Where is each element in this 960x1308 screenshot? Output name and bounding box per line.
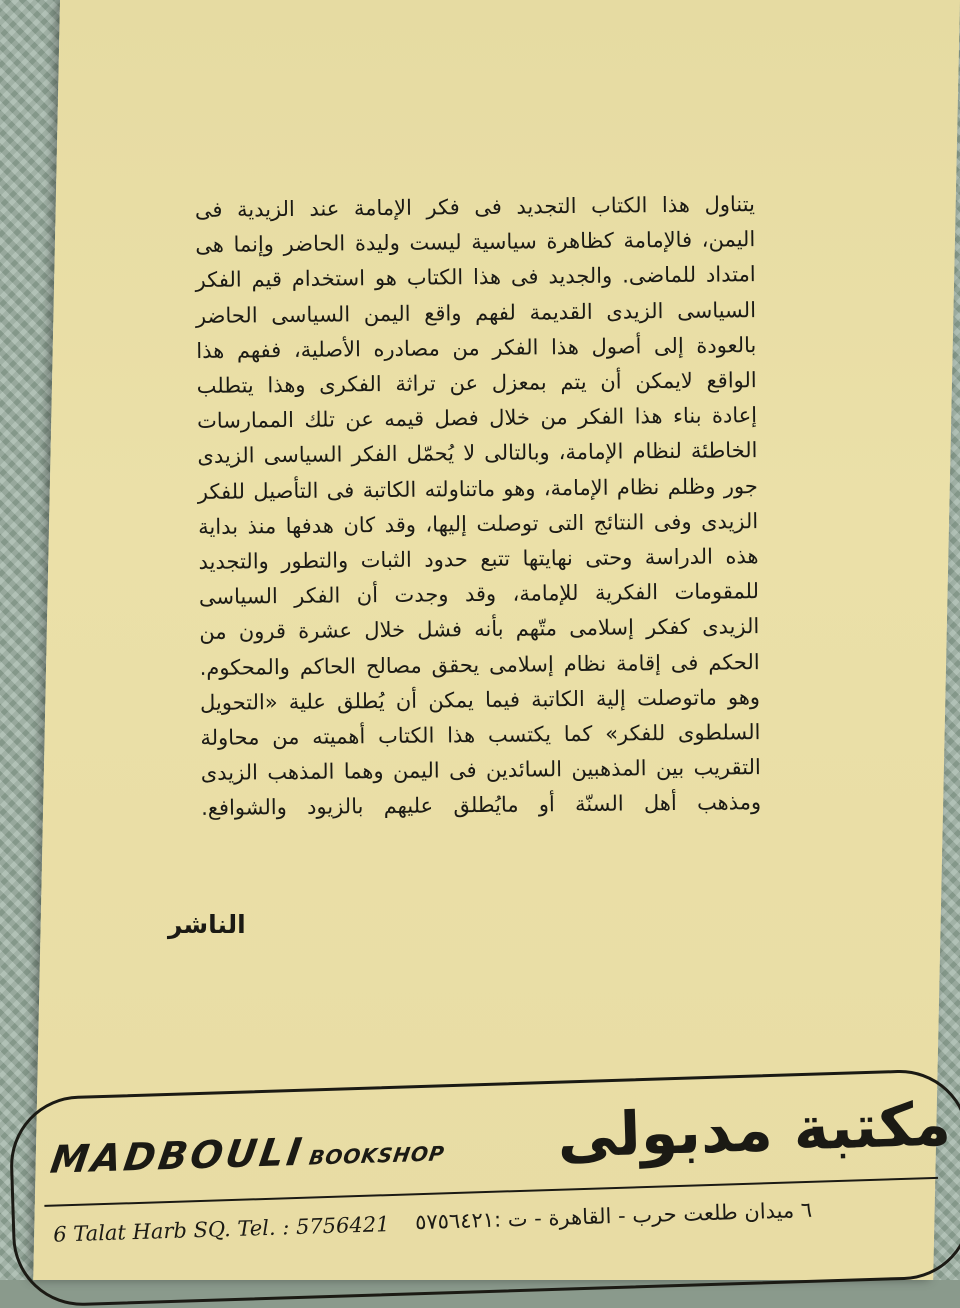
back-cover-blurb: [195, 187, 762, 826]
bookshop-logo: [8, 1068, 960, 1308]
blurb-line: السياسى الزيدى القديمة لفهم واقع اليمن السياسى الحاضر: [195, 297, 757, 328]
blurb-line: التقريب بين المذهبين السائدين فى اليمن وهما المذهب الزيدى: [200, 755, 761, 786]
bookshop-name-arabic: مكتبة مدبولى: [556, 1089, 952, 1172]
blurb-line: يتناول هذا الكتاب التجديد فى فكر الإمامة عند الزيدية فى: [194, 192, 755, 222]
address-arabic: ٦ ميدان طلعت حرب - القاهرة - ت :٥٧٥٦٤٢١: [414, 1197, 813, 1235]
blurb-line: جور وظلم نظام الإمامة، وهو ماتناولته الكاتبة فى التأصيل للفكر: [197, 473, 758, 504]
blurb-line: اليمن، فالإمامة كظاهرة سياسية ليست وليدة الحاضر وإنما هى: [195, 227, 756, 258]
blurb-line: السلطوى للفكر» كما يكتسب هذا الكتاب أهميته من محاولة: [200, 720, 761, 750]
bookshop-name-sub: BOOKSHOP: [307, 1141, 447, 1170]
address-english: 6 Talat Harb SQ. Tel. : 5756421: [52, 1212, 390, 1247]
bookshop-name-main: MADBOULI: [47, 1129, 308, 1182]
blurb-line: ومذهب أهل السنّة أو مايُطلق عليهم بالزيود والشوافع.: [201, 790, 762, 821]
bookshop-name-english: [48, 1125, 449, 1182]
publisher-signature: الناشر: [168, 910, 246, 939]
blurb-line: للمقومات الفكرية للإمامة، وقد وجدت أن الفكر السياسى: [198, 579, 760, 610]
blurb-line: امتداد للماضى. والجديد فى هذا الكتاب هو استخدام قيم الفكر: [195, 262, 756, 293]
blurb-line: الزيدى وفى النتائج التى توصلت إليها، وقد كان هدفها منذ بداية: [198, 508, 759, 539]
blurb-line: إعادة بناء هذا الفكر من خلال فصل قيمه عن تلك الممارسات: [196, 403, 758, 434]
blurb-line: الواقع لايمكن أن يتم بمعزل عن تراثة الفكرى وهذا يتطلب: [196, 368, 757, 398]
blurb-line: وهو ماتوصلت إلية الكاتبة فيما يمكن أن يُطلق علية «التحويل: [199, 684, 761, 715]
blurb-line: الحكم فى إقامة نظام إسلامى يحقق مصالح الحاكم والمحكوم.: [199, 649, 760, 680]
blurb-line: بالعودة إلى أصول هذا الفكر من مصادره الأصلية، ففهم هذا: [196, 332, 757, 363]
blurb-line: الخاطئة لنظام الإمامة، وبالتالى لا يُحمّل الفكر السياسى الزيدى: [197, 438, 758, 469]
blurb-line: هذه الدراسة وحتى نهايتها تتبع حدود الثبات والتطور والتجديد: [198, 544, 759, 574]
blurb-line: الزيدى كفكر إسلامى متّهم بأنه فشل خلال عشرة قرون من: [199, 614, 760, 645]
